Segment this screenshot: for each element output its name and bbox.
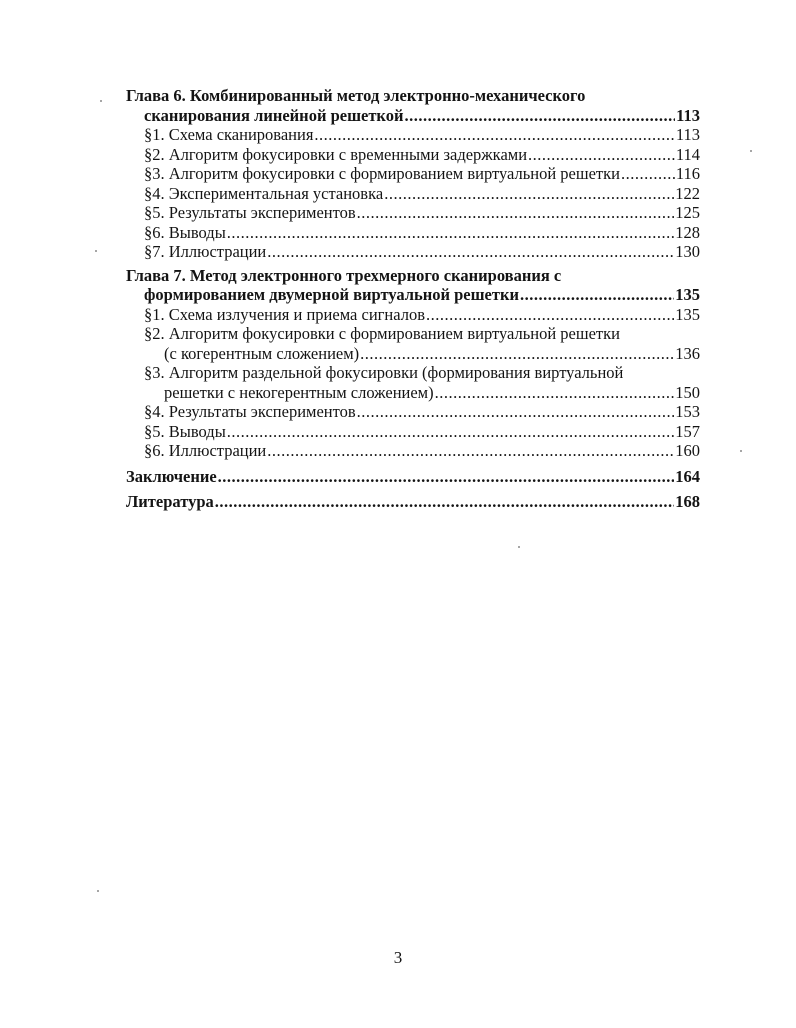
- entry-page: 114: [675, 144, 700, 164]
- toc-entry: [126, 125, 700, 145]
- scan-speck: [100, 100, 102, 102]
- entry-label: §1. Схема сканирования: [144, 125, 314, 144]
- toc-entry: [126, 402, 700, 422]
- entry-label: §5. Выводы: [144, 421, 226, 441]
- entry-label: §4. Результаты экспериментов: [144, 402, 356, 421]
- entry-page: 135: [675, 304, 700, 324]
- toc-literature: [126, 492, 700, 512]
- entry-label: §2. Алгоритм фокусировки с формированием виртуальной решетки: [144, 324, 620, 343]
- page-number: 3: [393, 948, 403, 967]
- entry-label: §2. Алгоритм фокусировки с временными задержками: [144, 144, 528, 164]
- leader-dots: [357, 203, 675, 223]
- chapter-7-title-line-1: [126, 266, 700, 286]
- conclusion-page: 164: [675, 466, 700, 486]
- chapter-6-title-cont: сканирования линейной решеткой: [144, 105, 404, 125]
- leader-dots: [215, 492, 674, 512]
- leader-dots: [267, 242, 674, 262]
- toc-entry: [126, 223, 700, 243]
- entry-label: §7. Иллюстрации: [144, 242, 267, 261]
- literature-label: Литература: [126, 492, 214, 511]
- entry-page: 150: [675, 382, 700, 402]
- entry-page: 125: [675, 203, 700, 222]
- toc-entry-continuation: [126, 383, 700, 403]
- leader-dots: [435, 383, 675, 403]
- chapter-7-page: 135: [675, 285, 700, 304]
- toc-entry: [126, 203, 700, 223]
- entry-label: §4. Экспериментальная установка: [144, 183, 384, 203]
- entry-page: 136: [675, 343, 700, 363]
- leader-dots: [227, 223, 674, 243]
- toc-entry: [126, 164, 700, 184]
- entry-page: 160: [675, 441, 700, 460]
- toc-entry: [126, 422, 700, 442]
- leader-dots: [520, 285, 674, 305]
- entry-label: §3. Алгоритм фокусировки с формированием виртуальной решетки: [144, 164, 620, 183]
- chapter-6-title-line-2: [126, 106, 700, 126]
- chapter-7-title-cont: формированием двумерной виртуальной решетки: [144, 285, 520, 304]
- leader-dots: [314, 125, 674, 145]
- literature-page: 168: [675, 492, 700, 511]
- leader-dots: [426, 305, 674, 325]
- entry-label: §5. Результаты экспериментов: [144, 203, 356, 222]
- leader-dots: [218, 467, 675, 487]
- leader-dots: [267, 441, 674, 461]
- leader-dots: [227, 422, 674, 442]
- chapter-6-title: Глава 6. Комбинированный метод электронно-механического: [126, 86, 586, 105]
- chapter-7-title-line-2: [126, 285, 700, 305]
- scan-speck: [97, 890, 99, 892]
- toc-entry-continuation: [126, 344, 700, 364]
- table-of-contents: [126, 86, 700, 512]
- entry-label: §6. Иллюстрации: [144, 441, 267, 460]
- entry-label-cont: решетки с некогерентным сложением): [164, 382, 434, 402]
- toc-entry: [126, 441, 700, 461]
- entry-page: 157: [675, 421, 700, 441]
- scan-speck: [95, 250, 97, 252]
- entry-label: §1. Схема излучения и приема сигналов: [144, 304, 425, 324]
- toc-conclusion: [126, 467, 700, 487]
- leader-dots: [357, 402, 675, 422]
- entry-page: 116: [675, 164, 700, 183]
- leader-dots: [621, 164, 675, 184]
- leader-dots: [360, 344, 674, 364]
- entry-label: §3. Алгоритм раздельной фокусировки (формирования виртуальной: [144, 363, 624, 382]
- scan-speck: [750, 150, 752, 152]
- entry-page: 153: [675, 402, 700, 421]
- entry-page: 122: [675, 183, 700, 203]
- scan-speck: [518, 546, 520, 548]
- entry-page: 128: [675, 222, 700, 242]
- chapter-6-title-line-1: [126, 86, 700, 106]
- toc-entry: [126, 145, 700, 165]
- leader-dots: [404, 106, 675, 126]
- conclusion-label: Заключение: [126, 466, 217, 486]
- toc-entry: [126, 242, 700, 262]
- leader-dots: [384, 184, 674, 204]
- entry-page: 113: [675, 125, 700, 144]
- toc-entry: [126, 363, 700, 383]
- toc-entry: [126, 324, 700, 344]
- entry-label: §6. Выводы: [144, 222, 226, 242]
- chapter-6-page: 113: [676, 105, 700, 125]
- scan-speck: [740, 450, 742, 452]
- entry-label-cont: (с когерентным сложением): [164, 343, 360, 363]
- toc-entry: [126, 184, 700, 204]
- chapter-7-title: Глава 7. Метод электронного трехмерного сканирования с: [126, 265, 562, 285]
- entry-page: 130: [675, 242, 700, 261]
- leader-dots: [528, 145, 675, 165]
- toc-entry: [126, 305, 700, 325]
